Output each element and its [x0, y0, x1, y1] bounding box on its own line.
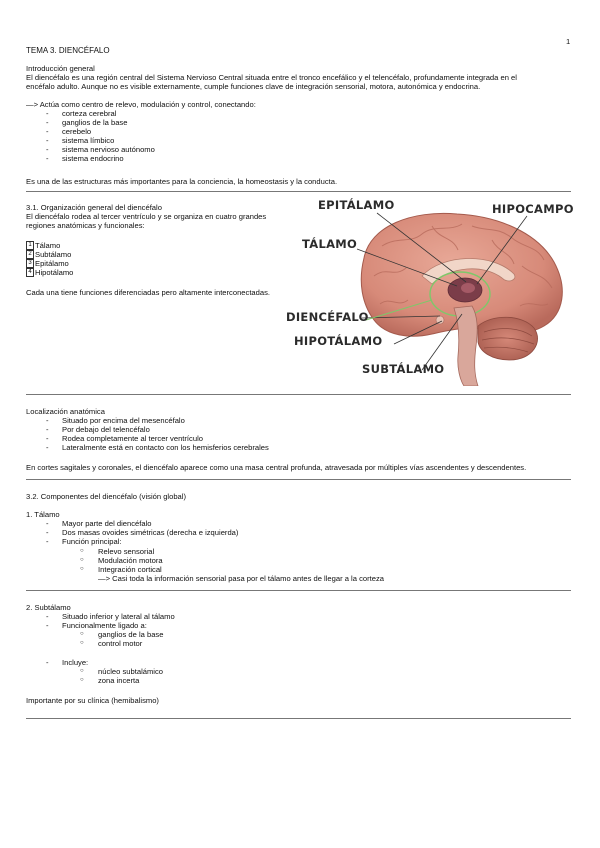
regions-list	[26, 241, 73, 277]
intro-paragraph-line-1: El diencéfalo es una región central del Sistema Nervioso Central situada entre el tronco encefálico y el telencéfalo, profundamente integrada en el	[26, 73, 517, 82]
label-epitalamo: EPITÁLAMO	[318, 198, 395, 212]
subtalamo-heading: 2. Subtálamo	[26, 603, 71, 612]
connections-list	[26, 109, 155, 163]
talamo-functions-list	[80, 547, 163, 574]
list-item: - Funcionalmente ligado a:	[26, 621, 175, 630]
region-label: Subtálamo	[35, 250, 72, 259]
list-item: ○ zona incerta	[80, 676, 163, 685]
pituitary	[436, 316, 444, 324]
divider	[26, 191, 571, 192]
list-item: - sistema nervioso autónomo	[26, 145, 155, 154]
list-item: - Incluye:	[26, 658, 88, 667]
label-hipotalamo: HIPOTÁLAMO	[294, 334, 383, 348]
list-item: ○ Modulación motora	[80, 556, 163, 565]
relay-line: —> Actúa como centro de relevo, modulación y control, conectando:	[26, 100, 256, 109]
intro-heading: Introducción general	[26, 64, 95, 73]
divider	[26, 394, 571, 395]
localization-heading: Localización anatómica	[26, 407, 105, 416]
label-hipocampo: HIPOCAMPO	[492, 202, 574, 216]
list-item	[26, 259, 73, 268]
list-item: - sistema endocrino	[26, 154, 155, 163]
list-item: - Situado inferior y lateral al tálamo	[26, 612, 175, 621]
list-item: ○ control motor	[80, 639, 163, 648]
number-box: 3	[26, 259, 34, 268]
number-box: 2	[26, 250, 34, 259]
number-box: 1	[26, 241, 34, 250]
subtalamo-linked-list	[80, 630, 163, 648]
list-item: - Mayor parte del diencéfalo	[26, 519, 238, 528]
intro-paragraph-line-2: encéfalo adulto. Aunque no es visible externamente, cumple funciones clave de integración sensorial, motora, autonómica y endocrina.	[26, 82, 481, 91]
list-item: ○ Relevo sensorial	[80, 547, 163, 556]
section-31-line-1: El diencéfalo rodea al tercer ventrículo y se organiza en cuatro grandes	[26, 212, 267, 221]
list-item: ○ ganglios de la base	[80, 630, 163, 639]
label-subtalamo: SUBTÁLAMO	[362, 362, 445, 376]
list-item: - Por debajo del telencéfalo	[26, 425, 269, 434]
intro-closing: Es una de las estructuras más importantes para la conciencia, la homeostasis y la conducta.	[26, 177, 338, 186]
list-item: ○ núcleo subtalámico	[80, 667, 163, 676]
number-box: 4	[26, 268, 34, 277]
list-item	[26, 250, 73, 259]
subtalamo-includes-list	[80, 667, 163, 685]
localization-closing: En cortes sagitales y coronales, el diencéfalo aparece como una masa central profunda, atravesada por múltiples vías ascendentes y descendentes.	[26, 463, 527, 472]
list-item: - sistema límbico	[26, 136, 155, 145]
talamo-heading: 1. Tálamo	[26, 510, 60, 519]
subtalamo-closing: Importante por su clínica (hemibalismo)	[26, 696, 159, 705]
list-item: - Situado por encima del mesencéfalo	[26, 416, 269, 425]
brain-illustration	[282, 196, 582, 386]
list-item	[26, 241, 73, 250]
region-label: Hipotálamo	[35, 268, 74, 277]
region-label: Epitálamo	[35, 259, 69, 268]
section-31-heading: 3.1. Organización general del diencéfalo	[26, 203, 162, 212]
list-item: ○ Integración cortical	[80, 565, 163, 574]
subtalamo-includes	[26, 658, 88, 667]
label-talamo: TÁLAMO	[302, 237, 358, 251]
divider	[26, 590, 571, 591]
divider	[26, 718, 571, 719]
page-number: 1	[566, 37, 571, 46]
subtalamo-list	[26, 612, 175, 630]
brain-diagram	[282, 196, 582, 386]
brainstem	[454, 306, 478, 386]
localization-list	[26, 416, 269, 452]
list-item: - Lateralmente está en contacto con los hemisferios cerebrales	[26, 443, 269, 452]
label-diencefalo: DIENCÉFALO	[286, 310, 369, 324]
list-item: - cerebelo	[26, 127, 155, 136]
list-item: - Función principal:	[26, 537, 238, 546]
cerebellum	[478, 317, 538, 360]
list-item: - Rodea completamente al tercer ventrículo	[26, 434, 269, 443]
section-32-heading: 3.2. Componentes del diencéfalo (visión global)	[26, 492, 186, 501]
list-item: - corteza cerebral	[26, 109, 155, 118]
divider	[26, 479, 571, 480]
region-label: Tálamo	[35, 241, 61, 250]
talamo-arrow-note: —> Casi toda la información sensorial pasa por el tálamo antes de llegar a la corteza	[98, 574, 384, 583]
list-item: - ganglios de la base	[26, 118, 155, 127]
talamo-list	[26, 519, 238, 546]
section-31-note: Cada una tiene funciones diferenciadas pero altamente interconectadas.	[26, 288, 271, 297]
section-31-line-2: regiones anatómicas y funcionales:	[26, 221, 145, 230]
list-item	[26, 268, 73, 277]
list-item: - Dos masas ovoides simétricas (derecha e izquierda)	[26, 528, 238, 537]
page-title: TEMA 3. DIENCÉFALO	[26, 46, 110, 55]
